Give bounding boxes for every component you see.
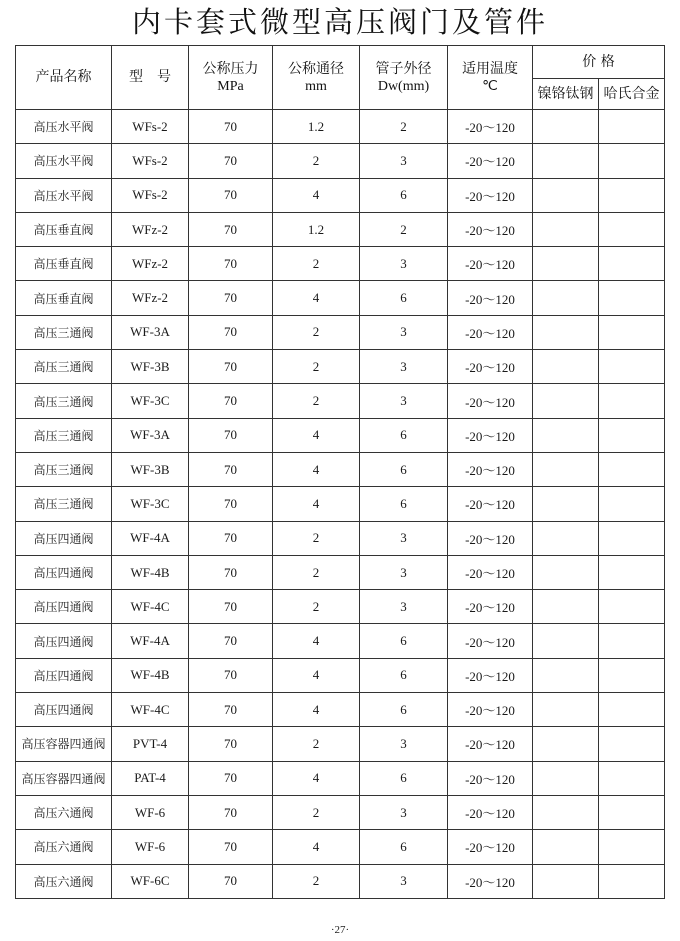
cell-price-hastelloy <box>599 830 665 864</box>
cell-pressure: 70 <box>189 350 273 384</box>
cell-pressure: 70 <box>189 110 273 144</box>
cell-model: WF-3C <box>112 384 189 418</box>
cell-temperature: -20～120 <box>448 384 533 418</box>
cell-tube-od: 3 <box>360 727 448 761</box>
cell-tube-od: 6 <box>360 658 448 692</box>
table-row <box>16 624 665 658</box>
header-temp-label: 适用温度 <box>462 60 518 77</box>
cell-bore: 2 <box>273 350 360 384</box>
cell-tube-od: 3 <box>360 795 448 829</box>
cell-temperature: -20～120 <box>448 590 533 624</box>
cell-bore: 2 <box>273 555 360 589</box>
cell-pressure: 70 <box>189 624 273 658</box>
cell-price-hastelloy <box>599 555 665 589</box>
cell-price-hastelloy <box>599 281 665 315</box>
table-row <box>16 144 665 178</box>
cell-product-name: 高压三通阀 <box>16 315 112 349</box>
cell-model: WF-6 <box>112 830 189 864</box>
cell-product-name: 高压四通阀 <box>16 555 112 589</box>
table-body <box>16 110 665 899</box>
cell-price-ni-cr-ti <box>533 693 599 727</box>
cell-bore: 2 <box>273 521 360 555</box>
cell-temperature: -20～120 <box>448 315 533 349</box>
cell-price-hastelloy <box>599 864 665 898</box>
header-price: 价 格 <box>533 46 665 79</box>
header-pressure-label: 公称压力 <box>202 60 259 77</box>
cell-price-ni-cr-ti <box>533 864 599 898</box>
table-row <box>16 281 665 315</box>
cell-temperature: -20～120 <box>448 178 533 212</box>
cell-model: WFs-2 <box>112 110 189 144</box>
cell-bore: 2 <box>273 864 360 898</box>
cell-price-ni-cr-ti <box>533 795 599 829</box>
cell-price-hastelloy <box>599 761 665 795</box>
cell-tube-od: 3 <box>360 555 448 589</box>
table-row <box>16 830 665 864</box>
cell-pressure: 70 <box>189 212 273 246</box>
header-nominal-pressure <box>189 46 273 110</box>
cell-product-name: 高压水平阀 <box>16 144 112 178</box>
table-row <box>16 315 665 349</box>
cell-temperature: -20～120 <box>448 864 533 898</box>
table-row <box>16 590 665 624</box>
cell-product-name: 高压四通阀 <box>16 590 112 624</box>
cell-price-hastelloy <box>599 247 665 281</box>
cell-bore: 2 <box>273 247 360 281</box>
table-row <box>16 212 665 246</box>
cell-price-ni-cr-ti <box>533 315 599 349</box>
cell-model: WF-3B <box>112 452 189 486</box>
cell-model: WF-3C <box>112 487 189 521</box>
header-tube-od <box>360 46 448 110</box>
table-row <box>16 521 665 555</box>
cell-product-name: 高压四通阀 <box>16 624 112 658</box>
header-bore-unit: mm <box>305 78 327 94</box>
cell-tube-od: 3 <box>360 864 448 898</box>
cell-price-hastelloy <box>599 384 665 418</box>
cell-temperature: -20～120 <box>448 555 533 589</box>
header-pressure-unit: MPa <box>217 78 244 94</box>
cell-temperature: -20～120 <box>448 452 533 486</box>
cell-temperature: -20～120 <box>448 212 533 246</box>
header-model: 型 号 <box>112 46 189 110</box>
cell-tube-od: 6 <box>360 418 448 452</box>
cell-temperature: -20～120 <box>448 624 533 658</box>
cell-pressure: 70 <box>189 830 273 864</box>
cell-model: WFs-2 <box>112 144 189 178</box>
table-row <box>16 795 665 829</box>
cell-pressure: 70 <box>189 384 273 418</box>
cell-pressure: 70 <box>189 144 273 178</box>
cell-pressure: 70 <box>189 281 273 315</box>
table-row <box>16 658 665 692</box>
cell-bore: 4 <box>273 452 360 486</box>
cell-tube-od: 6 <box>360 281 448 315</box>
cell-bore: 1.2 <box>273 110 360 144</box>
cell-pressure: 70 <box>189 487 273 521</box>
cell-product-name: 高压垂直阀 <box>16 281 112 315</box>
cell-price-ni-cr-ti <box>533 830 599 864</box>
cell-price-ni-cr-ti <box>533 110 599 144</box>
table-row <box>16 247 665 281</box>
table-row <box>16 693 665 727</box>
cell-bore: 4 <box>273 693 360 727</box>
cell-pressure: 70 <box>189 178 273 212</box>
cell-tube-od: 2 <box>360 110 448 144</box>
cell-price-ni-cr-ti <box>533 350 599 384</box>
cell-model: PAT-4 <box>112 761 189 795</box>
cell-price-ni-cr-ti <box>533 144 599 178</box>
cell-pressure: 70 <box>189 693 273 727</box>
cell-temperature: -20～120 <box>448 830 533 864</box>
cell-product-name: 高压垂直阀 <box>16 212 112 246</box>
cell-product-name: 高压六通阀 <box>16 830 112 864</box>
cell-model: WFs-2 <box>112 178 189 212</box>
cell-tube-od: 3 <box>360 590 448 624</box>
cell-temperature: -20～120 <box>448 418 533 452</box>
cell-bore: 2 <box>273 727 360 761</box>
cell-price-ni-cr-ti <box>533 590 599 624</box>
cell-product-name: 高压三通阀 <box>16 487 112 521</box>
cell-product-name: 高压垂直阀 <box>16 247 112 281</box>
table-row <box>16 761 665 795</box>
cell-bore: 2 <box>273 315 360 349</box>
cell-model: WF-3B <box>112 350 189 384</box>
cell-pressure: 70 <box>189 521 273 555</box>
cell-model: PVT-4 <box>112 727 189 761</box>
cell-temperature: -20～120 <box>448 144 533 178</box>
cell-bore: 4 <box>273 624 360 658</box>
cell-pressure: 70 <box>189 727 273 761</box>
table-row <box>16 178 665 212</box>
cell-bore: 4 <box>273 487 360 521</box>
cell-price-hastelloy <box>599 624 665 658</box>
page-number: ·27· <box>330 924 350 936</box>
cell-price-ni-cr-ti <box>533 555 599 589</box>
cell-tube-od: 3 <box>360 247 448 281</box>
cell-bore: 2 <box>273 795 360 829</box>
cell-price-hastelloy <box>599 658 665 692</box>
cell-price-hastelloy <box>599 110 665 144</box>
header-temp-unit: ℃ <box>482 78 498 94</box>
cell-bore: 4 <box>273 830 360 864</box>
cell-temperature: -20～120 <box>448 761 533 795</box>
cell-model: WF-4B <box>112 658 189 692</box>
cell-model: WF-4C <box>112 590 189 624</box>
header-price-hastelloy: 哈氏合金 <box>599 79 665 110</box>
cell-price-hastelloy <box>599 693 665 727</box>
cell-tube-od: 3 <box>360 384 448 418</box>
cell-product-name: 高压容器四通阀 <box>16 727 112 761</box>
cell-product-name: 高压三通阀 <box>16 452 112 486</box>
cell-product-name: 高压四通阀 <box>16 693 112 727</box>
cell-price-hastelloy <box>599 144 665 178</box>
cell-price-ni-cr-ti <box>533 178 599 212</box>
cell-price-hastelloy <box>599 350 665 384</box>
cell-temperature: -20～120 <box>448 521 533 555</box>
cell-bore: 2 <box>273 144 360 178</box>
cell-model: WFz-2 <box>112 247 189 281</box>
cell-price-ni-cr-ti <box>533 384 599 418</box>
header-price-ni-cr-ti: 镍铬钛钢 <box>533 79 599 110</box>
cell-product-name: 高压六通阀 <box>16 795 112 829</box>
table-row <box>16 864 665 898</box>
cell-tube-od: 3 <box>360 315 448 349</box>
cell-price-ni-cr-ti <box>533 418 599 452</box>
cell-price-ni-cr-ti <box>533 487 599 521</box>
cell-temperature: -20～120 <box>448 487 533 521</box>
cell-tube-od: 3 <box>360 144 448 178</box>
header-temperature <box>448 46 533 110</box>
cell-bore: 4 <box>273 658 360 692</box>
cell-tube-od: 3 <box>360 521 448 555</box>
cell-model: WFz-2 <box>112 212 189 246</box>
table-row <box>16 418 665 452</box>
cell-price-hastelloy <box>599 452 665 486</box>
header-bore-label: 公称通径 <box>288 60 344 77</box>
page-title: 内卡套式微型高压阀门及管件 <box>131 5 548 39</box>
cell-pressure: 70 <box>189 247 273 281</box>
header-product-name: 产品名称 <box>16 46 112 110</box>
cell-product-name: 高压四通阀 <box>16 658 112 692</box>
cell-price-ni-cr-ti <box>533 624 599 658</box>
table-header <box>16 46 665 110</box>
cell-tube-od: 6 <box>360 624 448 658</box>
cell-bore: 2 <box>273 384 360 418</box>
cell-product-name: 高压六通阀 <box>16 864 112 898</box>
cell-product-name: 高压水平阀 <box>16 178 112 212</box>
table-row <box>16 727 665 761</box>
cell-pressure: 70 <box>189 658 273 692</box>
cell-temperature: -20～120 <box>448 110 533 144</box>
cell-product-name: 高压容器四通阀 <box>16 761 112 795</box>
cell-temperature: -20～120 <box>448 658 533 692</box>
header-tube-label: 管子外径 <box>375 60 432 77</box>
cell-tube-od: 3 <box>360 350 448 384</box>
cell-pressure: 70 <box>189 761 273 795</box>
cell-temperature: -20～120 <box>448 693 533 727</box>
cell-product-name: 高压三通阀 <box>16 384 112 418</box>
cell-price-ni-cr-ti <box>533 658 599 692</box>
cell-model: WF-6C <box>112 864 189 898</box>
cell-product-name: 高压水平阀 <box>16 110 112 144</box>
cell-pressure: 70 <box>189 864 273 898</box>
cell-tube-od: 6 <box>360 761 448 795</box>
cell-model: WF-4B <box>112 555 189 589</box>
cell-model: WF-3A <box>112 315 189 349</box>
cell-price-hastelloy <box>599 487 665 521</box>
cell-price-ni-cr-ti <box>533 727 599 761</box>
cell-model: WF-4A <box>112 624 189 658</box>
cell-bore: 4 <box>273 761 360 795</box>
cell-price-hastelloy <box>599 795 665 829</box>
cell-price-ni-cr-ti <box>533 452 599 486</box>
cell-model: WF-4C <box>112 693 189 727</box>
header-nominal-bore <box>273 46 360 110</box>
header-tube-unit: Dw(mm) <box>377 78 430 94</box>
cell-price-hastelloy <box>599 178 665 212</box>
cell-tube-od: 6 <box>360 452 448 486</box>
cell-model: WF-4A <box>112 521 189 555</box>
cell-temperature: -20～120 <box>448 727 533 761</box>
cell-pressure: 70 <box>189 795 273 829</box>
cell-model: WF-3A <box>112 418 189 452</box>
cell-pressure: 70 <box>189 555 273 589</box>
cell-tube-od: 6 <box>360 178 448 212</box>
cell-model: WF-6 <box>112 795 189 829</box>
cell-price-hastelloy <box>599 212 665 246</box>
cell-price-hastelloy <box>599 315 665 349</box>
cell-tube-od: 6 <box>360 693 448 727</box>
cell-bore: 4 <box>273 178 360 212</box>
cell-bore: 2 <box>273 590 360 624</box>
cell-temperature: -20～120 <box>448 350 533 384</box>
table-row <box>16 350 665 384</box>
cell-tube-od: 6 <box>360 487 448 521</box>
cell-pressure: 70 <box>189 418 273 452</box>
table-row <box>16 487 665 521</box>
table-row <box>16 452 665 486</box>
cell-price-ni-cr-ti <box>533 281 599 315</box>
cell-price-ni-cr-ti <box>533 247 599 281</box>
cell-bore: 4 <box>273 418 360 452</box>
cell-price-hastelloy <box>599 418 665 452</box>
cell-price-hastelloy <box>599 521 665 555</box>
cell-tube-od: 2 <box>360 212 448 246</box>
cell-pressure: 70 <box>189 315 273 349</box>
cell-temperature: -20～120 <box>448 281 533 315</box>
cell-tube-od: 6 <box>360 830 448 864</box>
table-row <box>16 110 665 144</box>
cell-pressure: 70 <box>189 590 273 624</box>
cell-temperature: -20～120 <box>448 247 533 281</box>
cell-price-ni-cr-ti <box>533 521 599 555</box>
cell-product-name: 高压四通阀 <box>16 521 112 555</box>
cell-bore: 1.2 <box>273 212 360 246</box>
cell-bore: 4 <box>273 281 360 315</box>
cell-temperature: -20～120 <box>448 795 533 829</box>
cell-price-ni-cr-ti <box>533 212 599 246</box>
cell-pressure: 70 <box>189 452 273 486</box>
valve-spec-table <box>15 45 665 899</box>
table-row <box>16 384 665 418</box>
cell-price-hastelloy <box>599 590 665 624</box>
table-row <box>16 555 665 589</box>
cell-product-name: 高压三通阀 <box>16 418 112 452</box>
cell-price-ni-cr-ti <box>533 761 599 795</box>
cell-model: WFz-2 <box>112 281 189 315</box>
cell-price-hastelloy <box>599 727 665 761</box>
cell-product-name: 高压三通阀 <box>16 350 112 384</box>
